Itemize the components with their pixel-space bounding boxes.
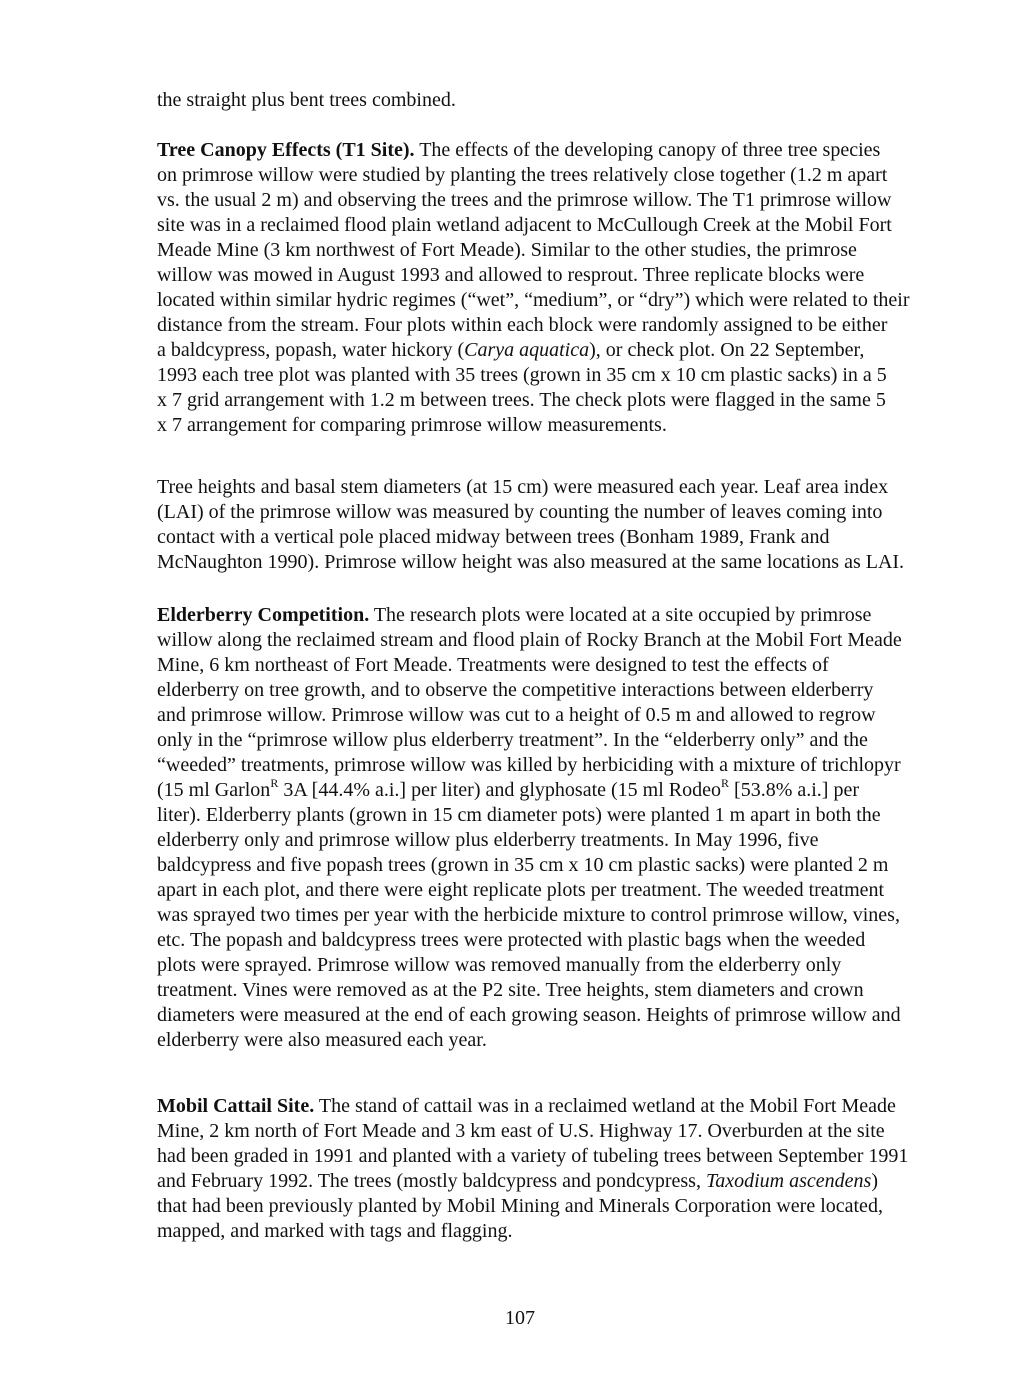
text-line: treatment. Vines were removed as at the P2 site. Tree heights, stem diameters and crown [157,979,864,1001]
text-line: contact with a vertical pole placed midway between trees (Bonham 1989, Frank and [157,526,830,548]
text-line [157,603,957,628]
tree-canopy-paragraph [157,138,957,438]
text-line: Meade Mine (3 km northwest of Fort Meade). Similar to the other studies, the primrose [157,239,857,261]
text-line [157,338,957,363]
page-number: 107 [505,1307,535,1329]
text-line: located within similar hydric regimes (“wet”, “medium”, or “dry”) which were related to their [157,289,910,311]
text-line: was sprayed two times per year with the herbicide mixture to control primrose willow, vines, [157,904,900,926]
text-run: ), or check plot. On 22 September, [589,339,865,361]
text-line: plots were sprayed. Primrose willow was removed manually from the elderberry only [157,954,842,976]
text-line [157,138,957,163]
text-line: elderberry on tree growth, and to observe the competitive interactions between elderberry [157,679,874,701]
text-line: 1993 each tree plot was planted with 35 trees (grown in 35 cm x 10 cm plastic sacks) in a 5 [157,364,887,386]
text-line: “weeded” treatments, primrose willow was killed by herbiciding with a mixture of trichlopyr [157,754,901,776]
text-line: liter). Elderberry plants (grown in 15 cm diameter pots) were planted 1 m apart in both the [157,804,881,826]
text-line: x 7 grid arrangement with 1.2 m between trees. The check plots were flagged in the same 5 [157,389,886,411]
text-line [157,778,957,803]
elderberry-paragraph [157,603,957,1053]
text-line: (LAI) of the primrose willow was measured by counting the number of leaves coming into [157,501,883,523]
text-line: vs. the usual 2 m) and observing the trees and the primrose willow. The T1 primrose willow [157,189,892,211]
text-line: mapped, and marked with tags and flagging. [157,1220,513,1242]
text-line: elderberry only and primrose willow plus elderberry treatments. In May 1996, five [157,829,819,851]
text-line [157,1094,957,1119]
species-name: Carya aquatica [464,339,590,361]
text-line: the straight plus bent trees combined. [157,89,456,111]
text-run: (15 ml Garlon [157,779,271,801]
section-heading-cattail: Mobil Cattail Site. [157,1095,315,1117]
species-name: Taxodium ascendens [705,1170,872,1192]
text-line: x 7 arrangement for comparing primrose willow measurements. [157,414,667,436]
text-line: distance from the stream. Four plots within each block were randomly assigned to be either [157,314,888,336]
text-run: 3A [44.4% a.i.] per liter) and glyphosate (15 ml Rodeo [278,779,722,801]
text-line: Mine, 2 km north of Fort Meade and 3 km east of U.S. Highway 17. Overburden at the site [157,1120,885,1142]
text-line: Tree heights and basal stem diameters (at 15 cm) were measured each year. Leaf area index [157,476,889,498]
text-run: The effects of the developing canopy of three tree species [414,139,881,161]
text-run: a baldcypress, popash, water hickory ( [157,339,465,361]
text-line [157,1169,957,1194]
registered-superscript: R [721,776,730,791]
text-line: McNaughton 1990). Primrose willow height was also measured at the same locations as LAI. [157,551,905,573]
text-run: ) [871,1170,878,1192]
text-line: willow along the reclaimed stream and flood plain of Rocky Branch at the Mobil Fort Meade [157,629,902,651]
section-heading-elderberry: Elderberry Competition. [157,604,370,626]
section-heading-tree-canopy: Tree Canopy Effects (T1 Site). [157,139,415,161]
text-line: willow was mowed in August 1993 and allowed to resprout. Three replicate blocks were [157,264,865,286]
text-run: and February 1992. The trees (mostly baldcypress and pondcypress, [157,1170,706,1192]
text-line: only in the “primrose willow plus elderberry treatment”. In the “elderberry only” and the [157,729,868,751]
text-line: etc. The popash and baldcypress trees were protected with plastic bags when the weeded [157,929,866,951]
text-line: had been graded in 1991 and planted with a variety of tubeling trees between September 1991 [157,1145,909,1167]
text-run: [53.8% a.i.] per [729,779,859,801]
text-run: The stand of cattail was in a reclaimed wetland at the Mobil Fort Meade [314,1095,896,1117]
text-line: on primrose willow were studied by planting the trees relatively close together (1.2 m apart [157,164,888,186]
text-run: The research plots were located at a site occupied by primrose [369,604,872,626]
text-line: apart in each plot, and there were eight replicate plots per treatment. The weeded treatment [157,879,885,901]
intro-paragraph [157,88,957,113]
text-line: Mine, 6 km northeast of Fort Meade. Treatments were designed to test the effects of [157,654,829,676]
text-line: site was in a reclaimed flood plain wetland adjacent to McCullough Creek at the Mobil Fort [157,214,892,236]
text-line: that had been previously planted by Mobil Mining and Minerals Corporation were located, [157,1195,883,1217]
text-line: elderberry were also measured each year. [157,1029,487,1051]
lai-paragraph [157,475,957,575]
cattail-paragraph [157,1094,957,1244]
text-line: diameters were measured at the end of each growing season. Heights of primrose willow and [157,1004,901,1026]
registered-superscript: R [270,776,279,791]
text-line: and primrose willow. Primrose willow was cut to a height of 0.5 m and allowed to regrow [157,704,876,726]
text-line: baldcypress and five popash trees (grown in 35 cm x 10 cm plastic sacks) were planted 2 m [157,854,889,876]
